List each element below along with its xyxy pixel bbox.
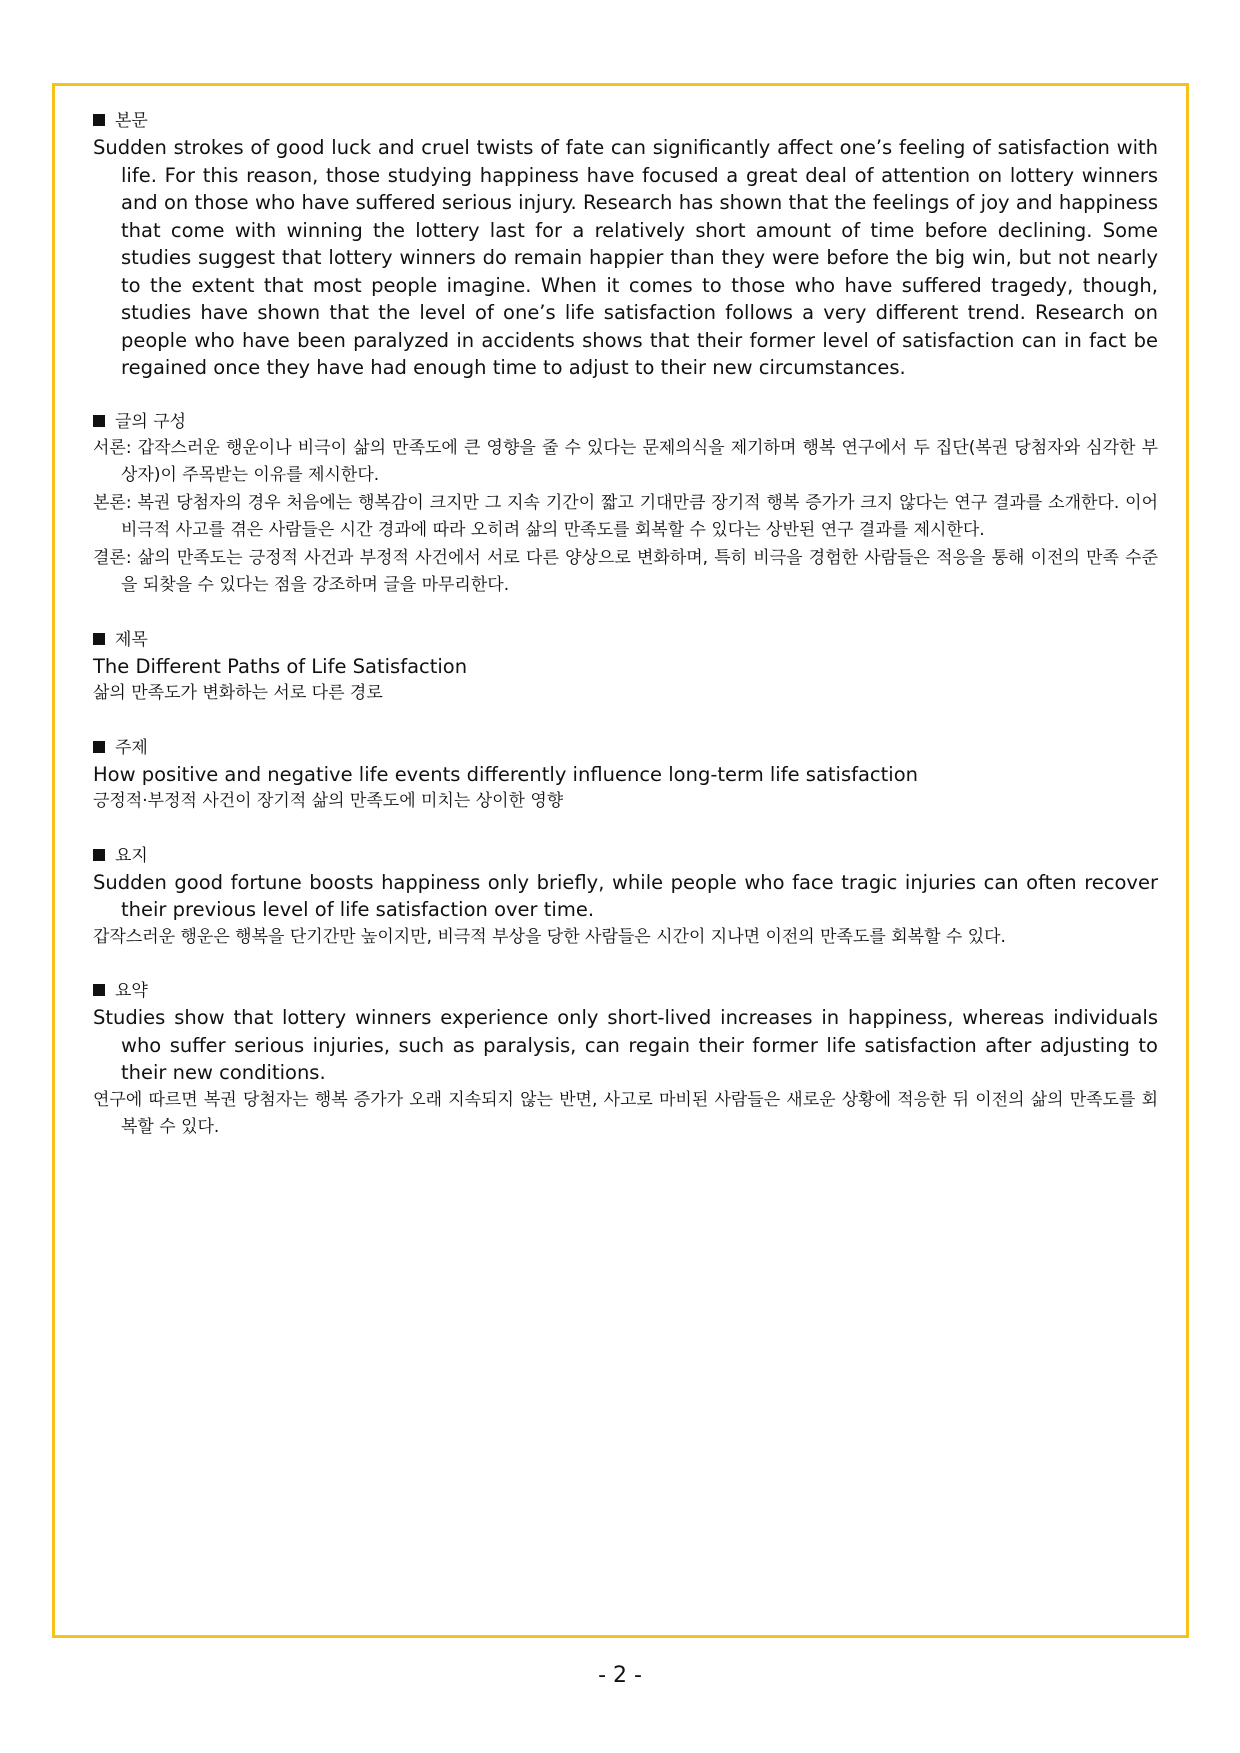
summary-english: Studies show that lottery winners experience only short-lived increases in happiness, whereas individuals who suffer serious injuries, such as paralysis, can regain their former life satisfaction after adjusting to their new conditions. bbox=[93, 1006, 1158, 1084]
section-heading-gist: 요지 bbox=[93, 843, 1158, 869]
section-heading-title: 제목 bbox=[93, 627, 1158, 653]
section-gist bbox=[93, 843, 1158, 952]
section-body bbox=[93, 108, 1158, 382]
body-paragraph: Sudden strokes of good luck and cruel twists of fate can significantly affect one’s feeling of satisfaction with life. For this reason, those studying happiness have focused a great deal of attention on lottery winners and on those who have suffered serious injury. Research has shown that the feelings of joy and happiness that come with winning the lottery last for a relatively short amount of time before declining. Some studies suggest that lottery winners do remain happier than they were before the big win, but not nearly to the extent that most people imagine. When it comes to those who have suffered tragedy, though, studies have shown that the level of one’s life satisfaction follows a very different trend. Research on people who have been paralyzed in accidents shows that their former level of satisfaction can in fact be regained once they have had enough time to adjust to their new circumstances. bbox=[93, 136, 1158, 379]
square-bullet-icon bbox=[93, 741, 105, 753]
page-number: - 2 - bbox=[598, 1663, 642, 1688]
document-content bbox=[93, 108, 1158, 1169]
section-heading-body: 본문 bbox=[93, 108, 1158, 134]
section-structure bbox=[93, 409, 1158, 600]
section-heading-structure: 글의 구성 bbox=[93, 409, 1158, 435]
topic-korean: 긍정적·부정적 사건이 장기적 삶의 만족도에 미치는 상이한 영향 bbox=[93, 791, 564, 811]
section-title bbox=[93, 627, 1158, 708]
section-topic bbox=[93, 735, 1158, 816]
section-heading-topic: 주제 bbox=[93, 735, 1158, 761]
gist-english: Sudden good fortune boosts happiness only briefly, while people who face tragic injuries can often recover their previous level of life satisfaction over time. bbox=[93, 870, 1158, 921]
structure-intro: 서론: 갑작스러운 행운이나 비극이 삶의 만족도에 큰 영향을 줄 수 있다는 문제의식을 제기하며 행복 연구에서 두 집단(복권 당첨자와 심각한 부상자)이 주목받는 이유를 제시한다. bbox=[93, 437, 1158, 485]
square-bullet-icon bbox=[93, 633, 105, 645]
summary-korean: 연구에 따르면 복권 당첨자는 행복 증가가 오래 지속되지 않는 반면, 사고로 마비된 사람들은 새로운 상황에 적응한 뒤 이전의 삶의 만족도를 회복할 수 있다. bbox=[93, 1089, 1158, 1137]
gist-korean: 갑작스러운 행운은 행복을 단기간만 높이지만, 비극적 부상을 당한 사람들은 시간이 지나면 이전의 만족도를 회복할 수 있다. bbox=[93, 926, 1006, 947]
topic-english: How positive and negative life events differently influence long-term life satisfaction bbox=[93, 762, 918, 786]
section-heading-summary: 요약 bbox=[93, 978, 1158, 1004]
section-summary bbox=[93, 978, 1158, 1142]
structure-main: 본론: 복권 당첨자의 경우 처음에는 행복감이 크지만 그 지속 기간이 짧고 기대만큼 장기적 행복 증가가 크지 않다는 연구 결과를 소개한다. 이어 비극적 사고를 겪은 사람들은 시간 경과에 따라 오히려 삶의 만족도를 회복할 수 있다는 상반된 연구 결과를 제시한다. bbox=[93, 492, 1158, 540]
square-bullet-icon bbox=[93, 415, 105, 427]
title-korean: 삶의 만족도가 변화하는 서로 다른 경로 bbox=[93, 683, 383, 703]
square-bullet-icon bbox=[93, 849, 105, 861]
square-bullet-icon bbox=[93, 984, 105, 996]
square-bullet-icon bbox=[93, 114, 105, 126]
structure-conclusion: 결론: 삶의 만족도는 긍정적 사건과 부정적 사건에서 서로 다른 양상으로 변화하며, 특히 비극을 경험한 사람들은 적응을 통해 이전의 만족 수준을 되찾을 수 있다는 점을 강조하며 글을 마무리한다. bbox=[93, 547, 1158, 595]
title-english: The Different Paths of Life Satisfaction bbox=[93, 654, 468, 678]
